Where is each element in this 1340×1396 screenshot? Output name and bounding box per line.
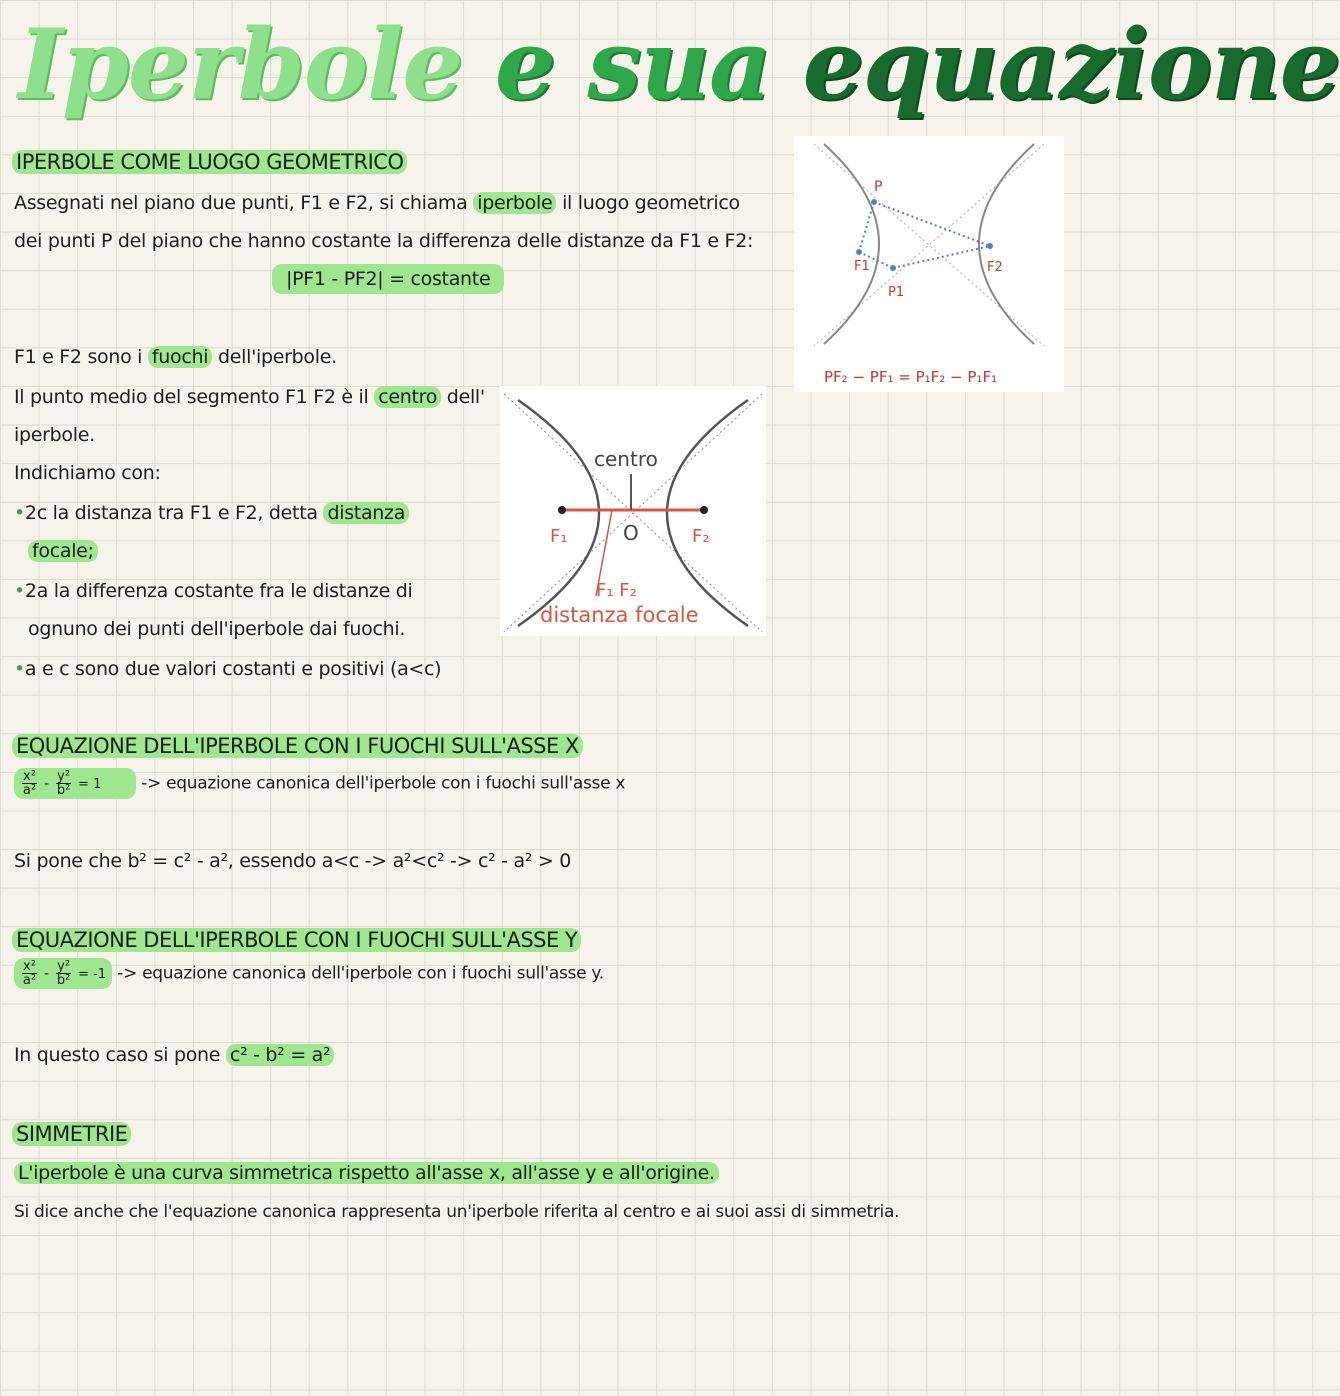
equation-x-formula: $\frac{\text{x²}}{\text{a²}}$ - $\frac{\text{y²}}{\text{b²}}$ = 1 (14, 768, 136, 799)
label-o: O (623, 521, 639, 545)
equation-y-desc: -> equazione canonica dell'iperbole con i fuochi sull'asse y. (117, 963, 604, 984)
eq-x-note: Si pone che b² = c² - a², essendo a<c -> a²<c² -> c² - a² > 0 (14, 850, 572, 872)
label-f1: F1 (854, 259, 870, 274)
point-f2 (700, 506, 708, 514)
bullet-dot: • (14, 580, 25, 602)
frac-y2-b2: $\frac{\text{y²}}{\text{b²}}$ (56, 769, 71, 798)
title-part3: equazione (802, 8, 1340, 121)
equation-x-desc: -> equazione canonica dell'iperbole con i fuochi sull'asse x (141, 773, 626, 794)
simmetrie-line1: L'iperbole è una curva simmetrica rispetto all'asse x, all'asse y e all'origine. (14, 1162, 719, 1184)
label-distanza-focale: distanza focale (540, 603, 699, 627)
bullet-2c-cont: focale; (28, 540, 98, 562)
frac-x2-a2: $\frac{\text{x²}}{\text{a²}}$ (22, 769, 37, 798)
figure-hyperbola-points (794, 136, 1064, 392)
bullet-ac: •a e c sono due valori costanti e positivi (a<c) (14, 658, 442, 680)
label-f2: F2 (987, 260, 1003, 275)
hyperbola-points-diagram (794, 136, 1064, 392)
luogo-line2: dei punti P del piano che hanno costante la differenza delle distanze da F1 e F2: (14, 230, 754, 252)
fuochi-line3: iperbole. (14, 424, 95, 446)
frac-y2-b2: $\frac{\text{y²}}{\text{b²}}$ (56, 959, 71, 988)
bullet-2a: •2a la differenza costante fra le distanze di (14, 580, 413, 602)
point-p1 (890, 265, 896, 271)
bullet-2a-cont: ognuno dei punti dell'iperbole dai fuochi. (28, 618, 406, 640)
label-centro: centro (594, 447, 658, 471)
heading-eq-y: EQUAZIONE DELL'IPERBOLE CON I FUOCHI SULL'ASSE Y (12, 928, 581, 952)
label-f1f2: F₁ F₂ (596, 580, 637, 601)
label-f2: F₂ (692, 526, 710, 547)
segment-pf2 (874, 202, 990, 246)
simmetrie-line2: Si dice anche che l'equazione canonica rappresenta un'iperbole riferita al centro e ai suoi assi di simmetria. (14, 1202, 900, 1222)
fuochi-line4: Indichiamo con: (14, 462, 161, 484)
heading-simmetrie: SIMMETRIE (12, 1122, 131, 1146)
bullet-2c: •2c la distanza tra F1 e F2, detta distanza (14, 502, 409, 524)
eq-y-note: In questo caso si pone c² - b² = a² (14, 1044, 334, 1066)
heading-eq-x: EQUAZIONE DELL'IPERBOLE CON I FUOCHI SULL'ASSE X (12, 734, 583, 758)
title-part2: e sua (494, 8, 771, 121)
page-title (18, 0, 1340, 140)
bullet-dot: • (14, 502, 25, 524)
focal-distance-diagram (500, 386, 766, 636)
equation-x (14, 768, 625, 799)
luogo-line1: Assegnati nel piano due punti, F1 e F2, si chiama iperbole il luogo geometrico (14, 192, 740, 214)
label-p: P (874, 179, 883, 195)
branch-left (518, 400, 599, 626)
equation-y (14, 958, 604, 989)
fuochi-line1: F1 e F2 sono i fuochi dell'iperbole. (14, 346, 337, 368)
fuochi-line2: Il punto medio del segmento F1 F2 è il centro dell' (14, 386, 485, 408)
point-f1 (856, 249, 862, 255)
point-f1 (558, 506, 566, 514)
title-part1: Iperbole (18, 8, 463, 121)
label-f1: F₁ (550, 526, 568, 547)
frac-x2-a2: $\frac{\text{x²}}{\text{a²}}$ (22, 959, 37, 988)
figure-focal-distance (500, 386, 766, 636)
bullet-dot: • (14, 658, 25, 680)
point-f2 (987, 243, 993, 249)
luogo-formula: |PF1 - PF2| = costante (272, 264, 504, 294)
heading-luogo: IPERBOLE COME LUOGO GEOMETRICO (12, 150, 407, 174)
branch-left (824, 144, 879, 344)
segment-p1f2 (893, 246, 990, 268)
label-p1: P1 (888, 285, 905, 300)
equation-y-formula: $\frac{\text{x²}}{\text{a²}}$ - $\frac{\text{y²}}{\text{b²}}$ = -1 (14, 958, 112, 989)
branch-right (667, 400, 748, 626)
point-p (871, 199, 877, 205)
figure-caption: PF₂ − PF₁ = P₁F₂ − P₁F₁ (824, 368, 998, 386)
